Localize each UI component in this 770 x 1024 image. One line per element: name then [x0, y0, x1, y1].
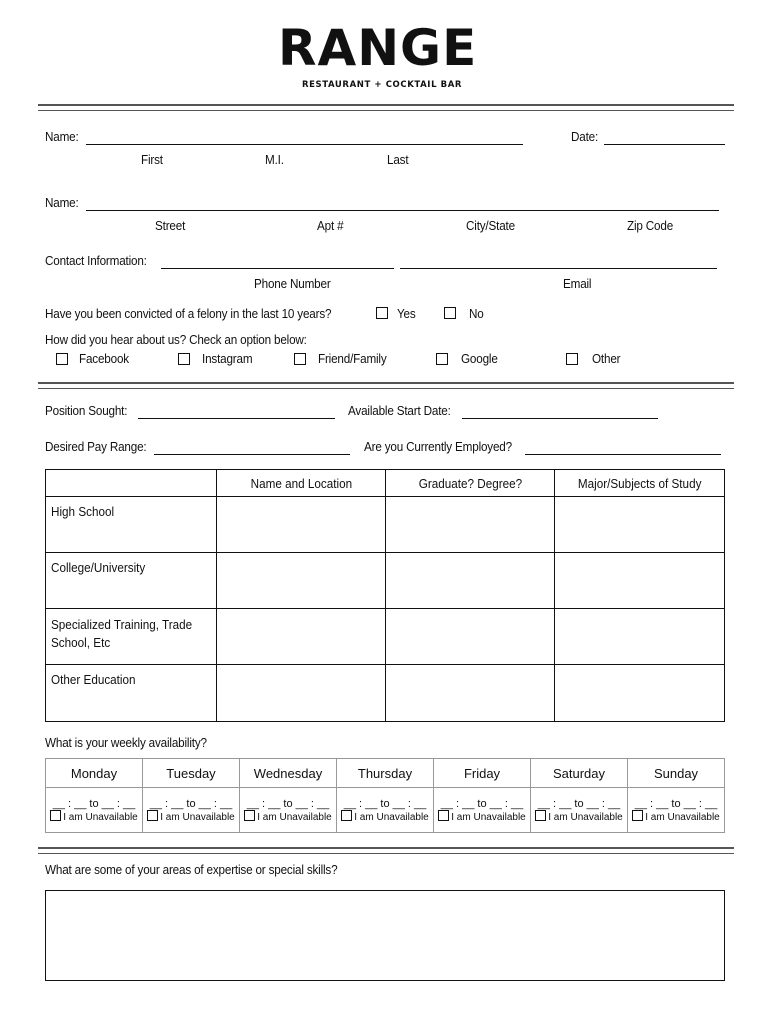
start-date-field[interactable] — [462, 418, 658, 419]
edu-cell[interactable] — [386, 497, 555, 553]
hear-question: How did you hear about us? Check an option below: — [45, 332, 307, 347]
friend-family-checkbox[interactable] — [294, 353, 306, 365]
education-header-degree: Graduate? Degree? — [386, 470, 555, 497]
availability-question: What is your weekly availability? — [45, 735, 207, 750]
google-checkbox[interactable] — [436, 353, 448, 365]
unavailable-option[interactable]: I am Unavailable — [531, 810, 627, 823]
skills-divider — [38, 847, 734, 854]
unavailable-checkbox[interactable] — [438, 810, 449, 821]
contact-label: Contact Information: — [45, 253, 147, 268]
education-table — [45, 469, 725, 722]
other-label: Other — [592, 351, 621, 366]
unavailable-checkbox[interactable] — [632, 810, 643, 821]
name-label: Name: — [45, 129, 79, 144]
table-row — [46, 665, 725, 722]
edu-cell[interactable] — [386, 665, 555, 722]
time-range[interactable]: __ : __ to __ : __ — [440, 797, 524, 810]
facebook-label: Facebook — [79, 351, 129, 366]
section-divider — [38, 382, 734, 389]
address-field[interactable] — [86, 210, 719, 211]
mi-caption: M.I. — [265, 152, 284, 167]
logo-wordmark: RANGE — [278, 19, 478, 77]
time-range[interactable]: __ : __ to __ : __ — [52, 797, 136, 810]
email-caption: Email — [563, 276, 592, 291]
avail-cell-sunday[interactable] — [628, 788, 725, 833]
time-range[interactable]: __ : __ to __ : __ — [246, 797, 330, 810]
table-row — [46, 553, 725, 609]
unavailable-checkbox[interactable] — [244, 810, 255, 821]
header-divider — [38, 104, 734, 111]
date-field[interactable] — [604, 144, 725, 145]
logo-tagline: RESTAURANT + COCKTAIL BAR — [302, 80, 463, 90]
phone-caption: Phone Number — [254, 276, 331, 291]
city-state-caption: City/State — [466, 218, 515, 233]
avail-cell-friday[interactable] — [434, 788, 531, 833]
avail-cell-wednesday[interactable] — [240, 788, 337, 833]
availability-table — [45, 758, 725, 833]
unavailable-option[interactable]: I am Unavailable — [628, 810, 724, 823]
address-label: Name: — [45, 195, 79, 210]
edu-cell[interactable] — [217, 609, 386, 665]
day-monday: Monday — [46, 759, 143, 788]
education-header-name: Name and Location — [217, 470, 386, 497]
first-caption: First — [141, 152, 163, 167]
google-label: Google — [461, 351, 498, 366]
skills-textbox[interactable] — [45, 890, 725, 981]
edu-cell[interactable] — [555, 609, 725, 665]
position-field[interactable] — [138, 418, 335, 419]
avail-cell-monday[interactable] — [46, 788, 143, 833]
unavailable-checkbox[interactable] — [341, 810, 352, 821]
row-label-specialized: Specialized Training, Trade School, Etc — [46, 609, 217, 665]
day-saturday: Saturday — [531, 759, 628, 788]
felony-yes-label: Yes — [397, 306, 416, 321]
position-label: Position Sought: — [45, 403, 128, 418]
name-field[interactable] — [86, 144, 523, 145]
row-label-high-school: High School — [46, 497, 217, 553]
zip-caption: Zip Code — [627, 218, 674, 233]
availability-days-row — [46, 759, 725, 788]
row-label-other: Other Education — [46, 665, 217, 722]
education-header-row — [46, 470, 725, 497]
day-thursday: Thursday — [337, 759, 434, 788]
row-label-college: College/University — [46, 553, 217, 609]
day-wednesday: Wednesday — [240, 759, 337, 788]
street-caption: Street — [155, 218, 186, 233]
time-range[interactable]: __ : __ to __ : __ — [634, 797, 718, 810]
time-range[interactable]: __ : __ to __ : __ — [149, 797, 233, 810]
employed-field[interactable] — [525, 454, 721, 455]
avail-cell-thursday[interactable] — [337, 788, 434, 833]
felony-no-label: No — [469, 306, 484, 321]
felony-no-checkbox[interactable] — [444, 307, 456, 319]
avail-cell-tuesday[interactable] — [143, 788, 240, 833]
time-range[interactable]: __ : __ to __ : __ — [537, 797, 621, 810]
felony-question: Have you been convicted of a felony in the last 10 years? — [45, 306, 332, 321]
phone-field[interactable] — [161, 268, 394, 269]
unavailable-option[interactable]: I am Unavailable — [434, 810, 530, 823]
instagram-label: Instagram — [202, 351, 253, 366]
pay-label: Desired Pay Range: — [45, 439, 147, 454]
table-row — [46, 609, 725, 665]
employed-label: Are you Currently Employed? — [364, 439, 512, 454]
education-header-major: Major/Subjects of Study — [555, 470, 725, 497]
last-caption: Last — [387, 152, 409, 167]
unavailable-option[interactable]: I am Unavailable — [46, 810, 142, 823]
unavailable-checkbox[interactable] — [50, 810, 61, 821]
unavailable-option[interactable]: I am Unavailable — [337, 810, 433, 823]
apt-caption: Apt # — [317, 218, 344, 233]
other-checkbox[interactable] — [566, 353, 578, 365]
unavailable-option[interactable]: I am Unavailable — [240, 810, 336, 823]
edu-cell[interactable] — [217, 553, 386, 609]
felony-yes-checkbox[interactable] — [376, 307, 388, 319]
edu-cell[interactable] — [555, 553, 725, 609]
start-date-label: Available Start Date: — [348, 403, 451, 418]
unavailable-checkbox[interactable] — [147, 810, 158, 821]
day-sunday: Sunday — [628, 759, 725, 788]
friend-family-label: Friend/Family — [318, 351, 387, 366]
unavailable-option[interactable]: I am Unavailable — [143, 810, 239, 823]
instagram-checkbox[interactable] — [178, 353, 190, 365]
edu-cell[interactable] — [217, 665, 386, 722]
edu-cell[interactable] — [386, 553, 555, 609]
edu-cell[interactable] — [555, 665, 725, 722]
skills-question: What are some of your areas of expertise or special skills? — [45, 862, 338, 877]
day-tuesday: Tuesday — [143, 759, 240, 788]
pay-field[interactable] — [154, 454, 350, 455]
time-range[interactable]: __ : __ to __ : __ — [343, 797, 427, 810]
day-friday: Friday — [434, 759, 531, 788]
avail-cell-saturday[interactable] — [531, 788, 628, 833]
email-field[interactable] — [400, 268, 717, 269]
edu-cell[interactable] — [217, 497, 386, 553]
date-label: Date: — [571, 129, 599, 144]
table-row — [46, 497, 725, 553]
education-header-empty — [46, 470, 217, 497]
unavailable-checkbox[interactable] — [535, 810, 546, 821]
availability-times-row — [46, 788, 725, 833]
edu-cell[interactable] — [555, 497, 725, 553]
edu-cell[interactable] — [386, 609, 555, 665]
facebook-checkbox[interactable] — [56, 353, 68, 365]
